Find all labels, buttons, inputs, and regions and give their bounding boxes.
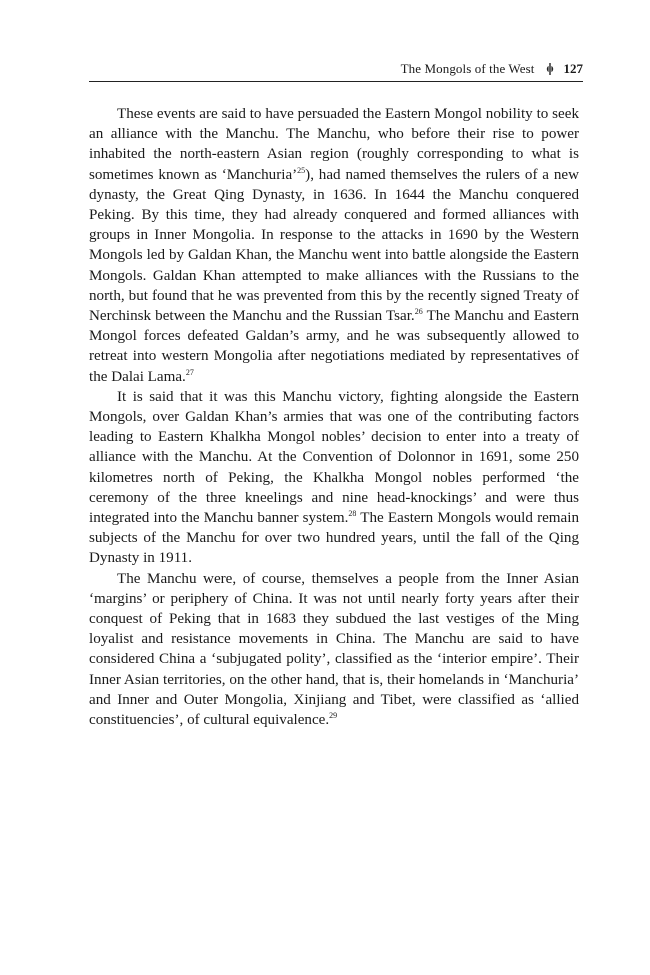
paragraph-text: ), had named themselves the rulers of a new dynasty, the Great Qing Dynasty, in 1636. In 1644 the Manchu conquered Peking. By this time, they had already conquered and formed alliances with groups in Inner Mongolia. In response to the attacks in 1690 by the Western Mongols led by Galdan Khan, the Manchu went into battle alongside the Eastern Mongols. Galdan Khan attempted to make alliances with the Russians to the north, but found that he was prevented from this by the recently signed Treaty of Nerchinsk between the Manchu and the Russian Tsar.	[89, 166, 579, 325]
fleuron-icon	[545, 63, 555, 75]
footnote-reference[interactable]: 25	[297, 165, 306, 175]
paragraph	[89, 104, 579, 387]
footnote-reference[interactable]: 27	[185, 367, 194, 377]
paragraph-text: The Eastern Mongols would remain subjects of the Manchu for over two hundred years, until the fall of the Qing Dynasty in 1911.	[89, 510, 579, 567]
footnote-reference[interactable]: 26	[414, 307, 423, 317]
paragraph-text: The Manchu and Eastern Mongol forces defeated Galdan’s army, and he was subsequently allowed to retreat into western Mongolia after negotiations mediated by representatives of the Dalai Lama.	[89, 308, 579, 385]
body-text	[89, 104, 579, 730]
paragraph	[89, 569, 579, 731]
footnote-reference[interactable]: 29	[329, 711, 338, 721]
footnote-reference[interactable]: 28	[348, 509, 357, 519]
paragraph-text: These events are said to have persuaded the Eastern Mongol nobility to seek an alliance with the Manchu. The Manchu, who before their rise to power inhabited the north-eastern Asian region (roughly corresponding to what is sometimes known as ‘Manchuria’	[89, 106, 579, 183]
running-title: The Mongols of the West	[400, 60, 535, 76]
page-number: 127	[563, 60, 583, 76]
paragraph-text: The Manchu were, of course, themselves a people from the Inner Asian ‘margins’ or periphery of China. It was not until nearly forty years after their conquest of Peking that in 1683 they subdued the last vestiges of the Ming loyalist and resistance movements in China. The Manchu are said to have considered China a ‘subjugated polity’, classified as the ‘interior empire’. Their Inner Asian territories, on the other hand, that is, their homelands in ‘Manchuria’ and Inner and Outer Mongolia, Xinjiang and Tibet, were classified as ‘allied constituencies’, of cultural equivalence.	[89, 570, 579, 729]
paragraph-text: It is said that it was this Manchu victory, fighting alongside the Eastern Mongols, over Galdan Khan’s armies that was one of the contributing factors leading to Eastern Khalkha Mongol nobles’ decision to enter into a treaty of alliance with the Manchu. At the Convention of Dolonnor in 1691, some 250 kilometres north of Peking, the Khalkha Mongol nobles performed ‘the ceremony of the three kneelings and nine head-knockings’ and were thus integrated into the Manchu banner system.	[89, 388, 579, 527]
paragraph	[89, 387, 579, 569]
running-head	[89, 60, 583, 82]
